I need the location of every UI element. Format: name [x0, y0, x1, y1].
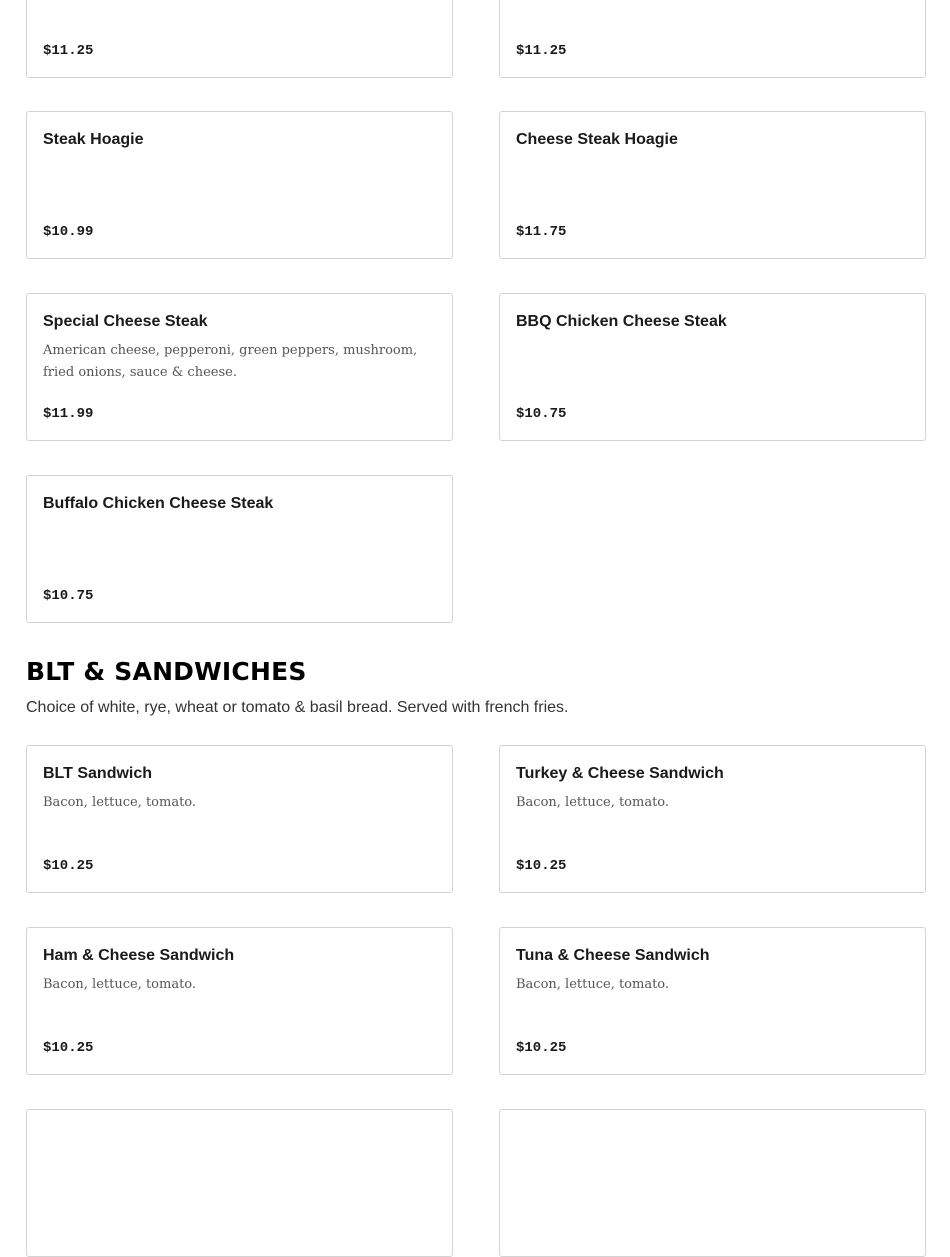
menu-item-card[interactable] — [499, 927, 926, 1075]
item-price: $10.75 — [43, 588, 94, 604]
menu-item-card[interactable] — [499, 111, 926, 259]
menu-item-card[interactable] — [26, 1109, 453, 1257]
item-name: Turkey & Cheese Sandwich — [516, 765, 724, 782]
item-price: $10.99 — [43, 224, 94, 240]
menu-item-card[interactable] — [499, 293, 926, 441]
item-name: BLT Sandwich — [43, 765, 153, 782]
item-description: Bacon, lettuce, tomato. — [516, 795, 670, 810]
item-name: Cheese Steak Hoagie — [516, 131, 678, 148]
section-title: BLT & SANDWICHES — [26, 657, 307, 686]
item-name: Special Cheese Steak — [43, 313, 208, 330]
item-price: $10.75 — [516, 406, 567, 422]
menu-item-card[interactable] — [26, 0, 453, 78]
item-name: Buffalo Chicken Cheese Steak — [43, 495, 274, 512]
menu-item-card[interactable] — [26, 293, 453, 441]
menu-item-card[interactable] — [26, 111, 453, 259]
section-description: Choice of white, rye, wheat or tomato & basil bread. Served with french fries. — [26, 699, 569, 716]
item-name: Steak Hoagie — [43, 131, 144, 148]
menu-item-card[interactable] — [26, 745, 453, 893]
menu-item-card[interactable] — [499, 745, 926, 893]
item-description: American cheese, pepperoni, green peppers, mushroom, fried onions, sauce & cheese. — [43, 343, 418, 380]
item-price: $10.25 — [43, 1040, 94, 1056]
item-price: $10.25 — [43, 858, 94, 874]
item-price: $10.25 — [516, 1040, 567, 1056]
item-name: BBQ Chicken Cheese Steak — [516, 313, 727, 330]
item-description: Bacon, lettuce, tomato. — [516, 977, 670, 992]
item-price: $11.99 — [43, 406, 94, 422]
menu-item-card[interactable] — [499, 1109, 926, 1257]
menu-item-card[interactable] — [499, 0, 926, 78]
item-price: $11.75 — [516, 224, 567, 240]
item-price: $10.25 — [516, 858, 567, 874]
item-name: Ham & Cheese Sandwich — [43, 947, 235, 964]
item-description: Bacon, lettuce, tomato. — [43, 795, 197, 810]
item-description: Bacon, lettuce, tomato. — [43, 977, 197, 992]
item-price: $11.25 — [516, 43, 567, 59]
item-price: $11.25 — [43, 43, 94, 59]
item-name: Tuna & Cheese Sandwich — [516, 947, 710, 964]
menu-item-card[interactable] — [26, 475, 453, 623]
menu-item-card[interactable] — [26, 927, 453, 1075]
